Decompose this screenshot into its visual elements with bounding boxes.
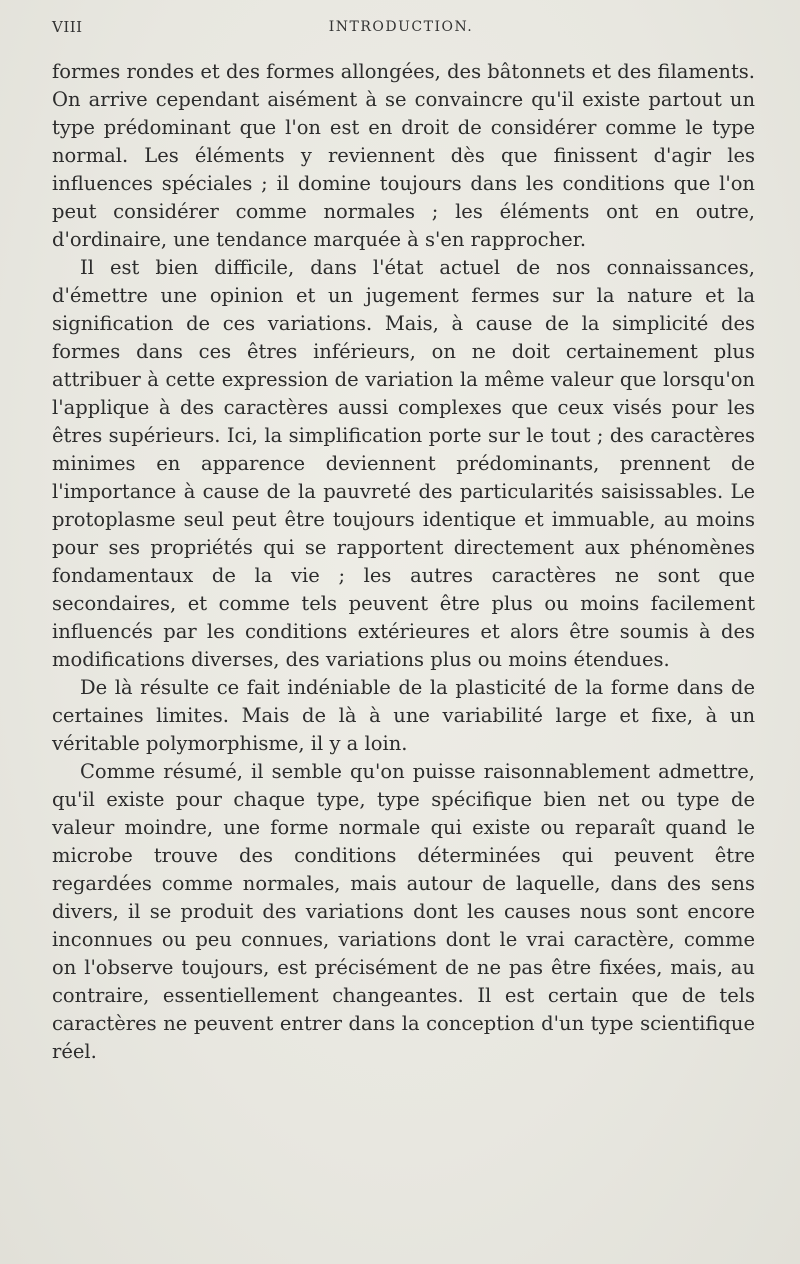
running-head: INTRODUCTION. (328, 19, 474, 35)
paragraph-1: formes rondes et des formes allongées, des bâtonnets et des filaments. On arrive cependant aisément à se convaincre qu'il existe partout un type prédominant que l'on est en droit de considérer comme le type normal. Les éléments y reviennent dès que finissent d'agir les influences spéciales ; il domine toujours dans les conditions que l'on peut considérer comme normales ; les éléments ont en outre, d'ordinaire, une tendance marquée à s'en rapprocher. (52, 60, 755, 251)
paragraph-3: De là résulte ce fait indéniable de la plasticité de la forme dans de certaines limites. Mais de là à une variabilité large et fixe, à un véritable polymorphisme, il y a loin. (52, 676, 755, 755)
page-header (52, 18, 750, 46)
paragraph-2: Il est bien difficile, dans l'état actuel de nos connaissances, d'émettre une opinion et un jugement fermes sur la nature et la signification de ces variations. Mais, à cause de la simplicité des formes dans ces êtres inférieurs, on ne doit certainement plus attribuer à cette expression de variation la même valeur que lorsqu'on l'applique à des caractères aussi complexes que ceux visés pour les êtres supérieurs. Ici, la simplification porte sur le tout ; des caractères minimes en apparence deviennent prédominants, prennent de l'importance à cause de la pauvreté des particularités saisissables. Le protoplasme seul peut être toujours identique et immuable, au moins pour ses propriétés qui se rapportent directement aux phénomènes fondamentaux de la vie ; les autres caractères ne sont que secondaires, et comme tels peuvent être plus ou moins facilement influencés par les conditions extérieures et alors être soumis à des modifications diverses, des variations plus ou moins étendues. (52, 256, 755, 671)
page-number: VIII (52, 18, 83, 36)
body-text (52, 58, 755, 1066)
paragraph-4: Comme résumé, il semble qu'on puisse raisonnablement admettre, qu'il existe pour chaque type, type spécifique bien net ou type de valeur moindre, une forme normale qui existe ou reparaît quand le microbe trouve des conditions déterminées qui peuvent être regardées comme normales, mais autour de laquelle, dans des sens divers, il se produit des variations dont les causes nous sont encore inconnues ou peu connues, variations dont le vrai caractère, comme on l'observe toujours, est précisément de ne pas être fixées, mais, au contraire, essentiellement changeantes. Il est certain que de tels caractères ne peuvent entrer dans la conception d'un type scientifique réel. (52, 760, 755, 1063)
